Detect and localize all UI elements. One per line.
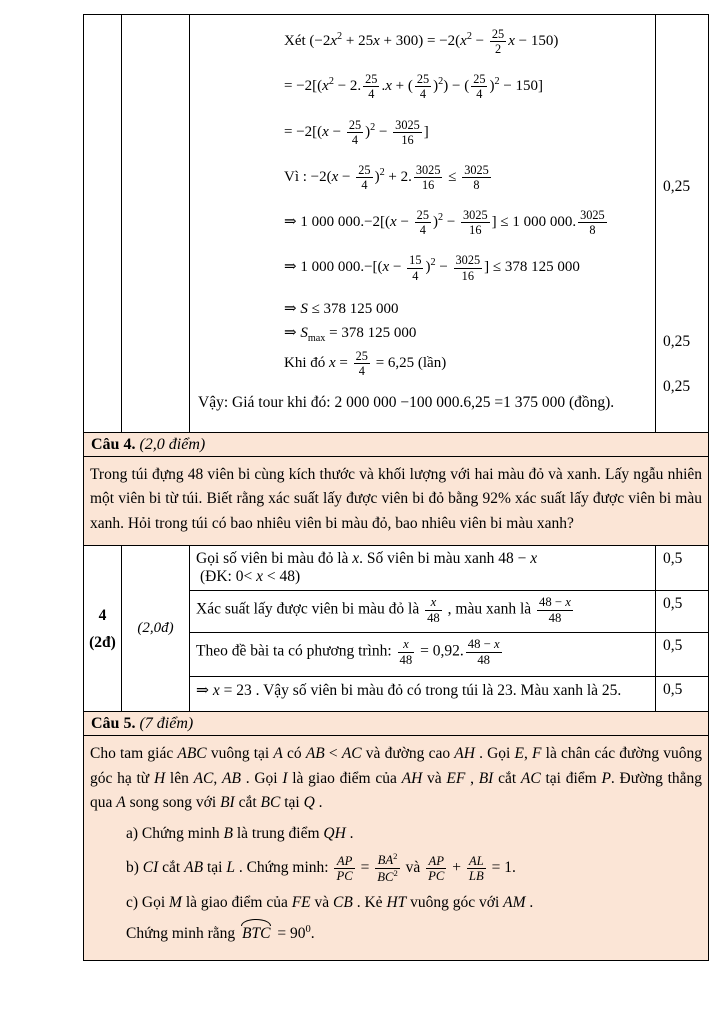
cau5-question — [84, 736, 708, 960]
cau4-points-full: (2,0đ) — [137, 620, 174, 637]
cau5-item-c-cont: Chứng minh rằng BTC = $90^0$. — [126, 922, 702, 947]
score-column — [656, 15, 708, 432]
cau4-header — [84, 433, 708, 457]
math-line: ⇒ $S_{max} = 378$ 125 000 — [284, 324, 417, 344]
question-number-column — [84, 15, 122, 432]
math-line: Vì : −2(x − $\frac{25}{4}$ )$^2$ + 2. $\frac{3025}{16}$ ≤ $\frac{3025}{8}$ — [284, 162, 489, 192]
cau5-item-a: a) Chứng minh B là trung điểm QH . — [126, 824, 354, 842]
solution-row — [190, 546, 708, 591]
score-value: 0,5 — [663, 681, 683, 699]
cau4-points-label: (2,0 điểm) — [135, 436, 206, 453]
math-line: ⇒ S ≤ 378 125 000 — [284, 300, 399, 317]
solution-text — [190, 546, 656, 590]
solution-text-line: Gọi số viên bi màu đỏ là x. Số viên bi màu xanh 48 − x — [196, 550, 538, 568]
cau4-title: Câu 4. — [91, 436, 136, 453]
solution-row — [190, 633, 708, 677]
points-column — [122, 15, 190, 432]
cau5-item-b: b) CI cắt AB tại L . Chứng minh: $\frac{AP}{PC}$ = $\frac{BA^2}{BC^2}$ và $\frac{AP}{PC}$ + $\frac{AL}{LB}$ = 1. — [126, 851, 516, 885]
solution-text-line: ⇒ x = 23 . Vậy số viên bi màu đỏ có trong túi là 23. Màu xanh là 25. — [196, 682, 622, 700]
solution-content — [190, 15, 656, 432]
cau4-points-cell — [122, 546, 190, 711]
score-value: 0,5 — [663, 637, 683, 655]
math-line: = $-2[(x^2 - 2$. $\frac{25}{4}$ .x + ( $\frac{25}{4}$ )$^2$) − ( $\frac{25}{4}$ )$^2$ − 150] — [284, 72, 544, 102]
math-line: = −2[(x − $\frac{25}{4}$ )$^2$ − $\frac{3025}{16}$ ] — [284, 117, 429, 147]
score-value: 0,5 — [663, 550, 683, 568]
conclusion-line: Vậy: Giá tour khi đó: 2 000 000 −100 000.6,25 =1 375 000 (đồng). — [198, 393, 615, 411]
solution-block — [84, 15, 708, 433]
solution-text — [190, 633, 656, 676]
answer-key-table — [83, 14, 709, 961]
cau5-item-c: c) Gọi M là giao điểm của FE và CB . Kẻ HT vuông góc với AM . — [126, 894, 534, 912]
math-line: Xét $(-2x^2 + 25x + 300) = -2(x^2$ − $\frac{25}{2}$ x − 150) — [284, 27, 559, 57]
math-line: Khi đó x = $\frac{25}{4}$ = 6,25 (lần) — [284, 348, 447, 378]
cau5-header — [84, 712, 708, 736]
solution-text-line: Xác suất lấy được viên bi màu đỏ là $\frac{x}{48}$ , màu xanh là $\frac{48 - x}{48}$ — [196, 595, 571, 626]
math-line: ⇒ 1 000 000.−2[(x − $\frac{25}{4}$ )$^2$ − $\frac{3025}{16}$ ] ≤ 1 000 000. $\frac{3025}{8}$ — [284, 208, 605, 238]
cau4-number-cell — [84, 546, 122, 711]
solution-row — [190, 677, 708, 711]
solution-text — [190, 591, 656, 632]
cau4-solution-table — [84, 546, 708, 712]
cau4-question: Trong túi đựng 48 viên bi cùng kích thước và khối lượng với hai màu đỏ và xanh. Lấy ngẫu nhiên một viên bi từ túi. Biết rằng xác suất lấy được viên bi đỏ bằng 92% xác suất lấy được viên bi màu xanh. Hỏi trong túi có bao nhiêu viên bi màu đỏ, bao nhiêu viên bi màu xanh? — [84, 457, 708, 546]
math-line: ⇒ 1 000 000.−[(x − $\frac{15}{4}$ )$^2$ − $\frac{3025}{16}$ ] ≤ 378 125 000 — [284, 253, 580, 283]
cau5-points-label: (7 điểm) — [135, 715, 194, 733]
cau4-number: 4 — [98, 606, 107, 624]
score-value: 0,5 — [663, 595, 683, 613]
solution-row — [190, 591, 708, 633]
solution-text-line: Theo đề bài ta có phương trình: $\frac{x}{48}$ = 0,92. $\frac{48 - x}{48}$ — [196, 637, 500, 668]
solution-text-line: (ĐK: 0< x < 48) — [200, 568, 301, 586]
solution-text — [190, 677, 656, 711]
cau5-title: Câu 5. — [91, 715, 136, 733]
score-value: 0,25 — [663, 378, 691, 395]
cau5-intro: Cho tam giác ABC vuông tại A có AB < AC và đường cao AH . Gọi E, F là chân các đường vuông góc hạ từ H lên AC, AB . Gọi I là giao điểm của AH và EF , BI cắt AC tại điểm P. Đường thẳng qua A song song với BI cắt BC tại Q . — [90, 745, 703, 812]
cau4-points-short: (2đ) — [89, 633, 116, 651]
score-value: 0,25 — [663, 178, 691, 195]
cau4-rows — [190, 546, 708, 711]
score-value: 0,25 — [663, 333, 691, 350]
